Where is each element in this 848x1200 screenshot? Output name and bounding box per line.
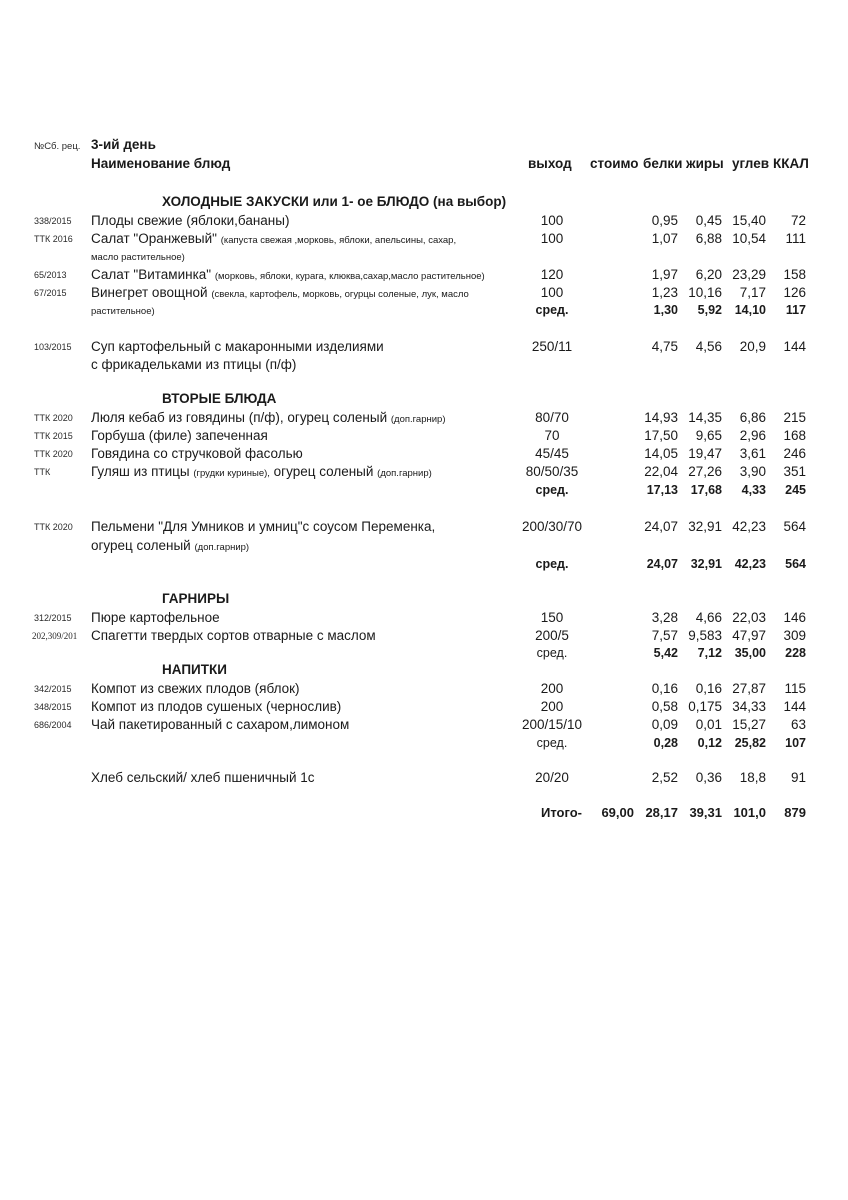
recipe-code: 65/2013 [34,270,67,280]
avg-carbs: 35,00 [734,646,766,660]
carbs: 20,9 [739,339,766,354]
dish-name-cont: огурец соленый [91,538,191,553]
kcal: 215 [783,410,806,425]
protein: 22,04 [644,464,678,479]
avg-kcal: 564 [785,557,806,571]
dish-name: Чай пакетированный с сахаром,лимоном [91,717,350,732]
recipe-code: 348/2015 [34,702,72,712]
avg-fat: 0,12 [697,736,722,750]
avg-protein: 0,28 [653,736,678,750]
protein: 14,93 [644,410,678,425]
dish-name: Пельмени "Для Умников и умниц"с соусом Переменка, [91,519,436,534]
protein: 0,16 [651,681,678,696]
yield: 120 [540,267,564,282]
protein: 0,58 [651,699,678,714]
fat: 0,36 [695,770,722,785]
recipe-code: 312/2015 [34,613,72,623]
carbs: 15,27 [732,717,766,732]
recipe-code: ТТК 2020 [34,413,73,423]
dish-name-cont: с фрикадельками из птицы (п/ф) [91,357,297,372]
kcal: 246 [783,446,806,461]
avg-kcal: 228 [785,646,806,660]
carbs: 3,61 [739,446,766,461]
column-header-fat: жиры [686,156,724,171]
kcal: 144 [783,699,806,714]
fat: 32,91 [688,519,722,534]
kcal: 351 [783,464,806,479]
dish-note: (доп.гарнир) [194,542,250,553]
fat: 27,26 [688,464,722,479]
yield: 200 [540,699,564,714]
yield: 80/70 [535,410,569,425]
total-fat: 39,31 [689,805,722,820]
kcal: 91 [790,770,806,785]
column-header-kcal: ККАЛ [773,156,809,171]
fat: 4,56 [695,339,722,354]
section-title-drinks: НАПИТКИ [162,662,227,677]
dish-name: Горбуша (филе) запеченная [91,428,268,443]
recipe-code: 338/2015 [34,216,72,226]
name-column-header: Наименование блюд [91,156,231,171]
dish-name: Салат "Оранжевый" [91,231,217,246]
day-title: 3-ий день [91,137,156,152]
carbs: 27,87 [732,681,766,696]
average-label: сред. [535,557,569,571]
yield: 200 [540,681,564,696]
fat: 10,16 [688,285,722,300]
avg-carbs: 14,10 [734,303,766,317]
avg-fat: 7,12 [697,646,722,660]
average-label: сред. [536,736,568,750]
avg-kcal: 117 [785,303,806,317]
protein: 2,52 [651,770,678,785]
section-title-second: ВТОРЫЕ БЛЮДА [162,391,277,406]
dish-name: Салат "Витаминка" [91,267,212,282]
column-header-cost: стоимо [590,156,639,171]
protein: 0,95 [651,213,678,228]
protein: 1,07 [651,231,678,246]
total-label: Итого- [541,805,582,820]
yield: 100 [540,231,564,246]
yield: 45/45 [535,446,569,461]
avg-protein: 17,13 [646,483,678,497]
fat: 0,45 [695,213,722,228]
average-label: сред. [535,483,569,497]
protein: 1,23 [651,285,678,300]
avg-protein: 1,30 [653,303,678,317]
fat: 4,66 [695,610,722,625]
kcal: 146 [783,610,806,625]
avg-carbs: 25,82 [734,736,766,750]
avg-protein: 24,07 [646,557,678,571]
protein: 4,75 [651,339,678,354]
recipe-code: ТТК 2020 [34,449,73,459]
avg-kcal: 245 [785,483,806,497]
carbs: 47,97 [732,628,766,643]
fat: 19,47 [688,446,722,461]
dish-name: Пюре картофельное [91,610,220,625]
kcal: 126 [783,285,806,300]
kcal: 564 [783,519,806,534]
yield: 70 [544,428,560,443]
section-title-garnish: ГАРНИРЫ [162,591,230,606]
total-carbs: 101,0 [733,805,766,820]
fat: 6,88 [695,231,722,246]
fat: 9,583 [688,628,722,643]
kcal: 115 [784,681,806,696]
protein: 0,09 [651,717,678,732]
dish-ingredients: (свекла, картофель, морковь, огурцы соленые, лук, масло [211,289,469,300]
dish-note: (грудки куриные), [193,468,270,479]
recipe-code: 202,309/201 [32,631,78,641]
kcal: 72 [790,213,806,228]
kcal: 309 [783,628,806,643]
carbs: 22,03 [732,610,766,625]
dish-name: Плоды свежие (яблоки,бананы) [91,213,290,228]
protein: 14,05 [644,446,678,461]
carbs: 3,90 [739,464,766,479]
dish-name: Люля кебаб из говядины (п/ф), огурец соленый [91,410,388,425]
avg-fat: 32,91 [690,557,722,571]
dish-ingredients-cont: растительное) [91,306,155,317]
kcal: 168 [783,428,806,443]
dish-ingredients: (морковь, яблоки, курага, клюква,сахар,масло растительное) [214,271,485,282]
protein: 7,57 [651,628,678,643]
section-title-cold: ХОЛОДНЫЕ ЗАКУСКИ или 1- ое БЛЮДО (на выбор) [162,194,507,209]
dish-name: Компот из плодов сушеных (чернослив) [91,699,342,714]
yield: 200/5 [535,628,569,643]
yield: 100 [540,285,564,300]
recipe-code: 67/2015 [34,288,67,298]
carbs: 10,54 [732,231,766,246]
avg-fat: 17,68 [690,483,722,497]
dish-name: Гуляш из птицы [91,464,190,479]
carbs: 15,40 [732,213,766,228]
column-header-yield: выход [528,156,572,171]
fat: 0,16 [695,681,722,696]
carbs: 18,8 [739,770,766,785]
dish-name: Хлеб сельский/ хлеб пшеничный 1с [91,770,315,785]
carbs: 2,96 [739,428,766,443]
dish-ingredients: (капуста свежая ,морковь, яблоки, апельсины, сахар, [220,235,457,246]
yield: 150 [540,610,564,625]
avg-carbs: 4,33 [741,483,766,497]
recipe-code: 686/2004 [34,720,72,730]
dish-name: Компот из свежих плодов (яблок) [91,681,300,696]
average-label: сред. [536,646,568,660]
total-cost: 69,00 [601,805,634,820]
kcal: 158 [783,267,806,282]
fat: 6,20 [695,267,722,282]
yield: 100 [540,213,564,228]
dish-name: Спагетти твердых сортов отварные с маслом [91,628,376,643]
dish-name: Винегрет овощной [91,285,208,300]
avg-carbs: 42,23 [734,557,766,571]
protein: 17,50 [644,428,678,443]
dish-note: (доп.гарнир) [390,414,446,425]
recipe-code: 103/2015 [34,342,72,352]
carbs: 23,29 [732,267,766,282]
dish-name-side: огурец соленый [273,464,374,479]
average-label: сред. [535,303,569,317]
carbs: 6,86 [739,410,766,425]
avg-kcal: 107 [785,736,806,750]
avg-protein: 5,42 [653,646,678,660]
column-header-protein: белки [643,156,683,171]
fat: 0,01 [695,717,722,732]
recipe-no-label: №Сб. рец. [34,141,81,152]
protein: 3,28 [651,610,678,625]
kcal: 63 [790,717,806,732]
recipe-code: 342/2015 [34,684,72,694]
total-protein: 28,17 [645,805,678,820]
protein: 1,97 [651,267,678,282]
recipe-code: ТТК 2020 [34,522,73,532]
avg-fat: 5,92 [697,303,722,317]
column-header-carbs: углев [732,156,769,171]
dish-name: Говядина со стручковой фасолью [91,446,303,461]
yield: 80/50/35 [525,464,579,479]
dish-ingredients-cont: масло растительное) [91,252,185,263]
fat: 0,175 [688,699,722,714]
yield: 200/30/70 [521,519,583,534]
kcal: 111 [785,231,806,246]
dish-note-side: (доп.гарнир) [377,468,432,479]
fat: 14,35 [688,410,722,425]
yield: 200/15/10 [521,717,583,732]
kcal: 144 [783,339,806,354]
carbs: 34,33 [732,699,766,714]
total-kcal: 879 [784,805,806,820]
recipe-code: ТТК 2016 [34,234,73,244]
fat: 9,65 [695,428,722,443]
yield: 20/20 [535,770,569,785]
carbs: 42,23 [732,519,766,534]
carbs: 7,17 [739,285,766,300]
recipe-code: ТТК 2015 [34,431,73,441]
yield: 250/11 [531,339,573,354]
dish-name: Суп картофельный с макаронными изделиями [91,339,384,354]
recipe-code: ТТК [34,467,51,477]
protein: 24,07 [644,519,678,534]
